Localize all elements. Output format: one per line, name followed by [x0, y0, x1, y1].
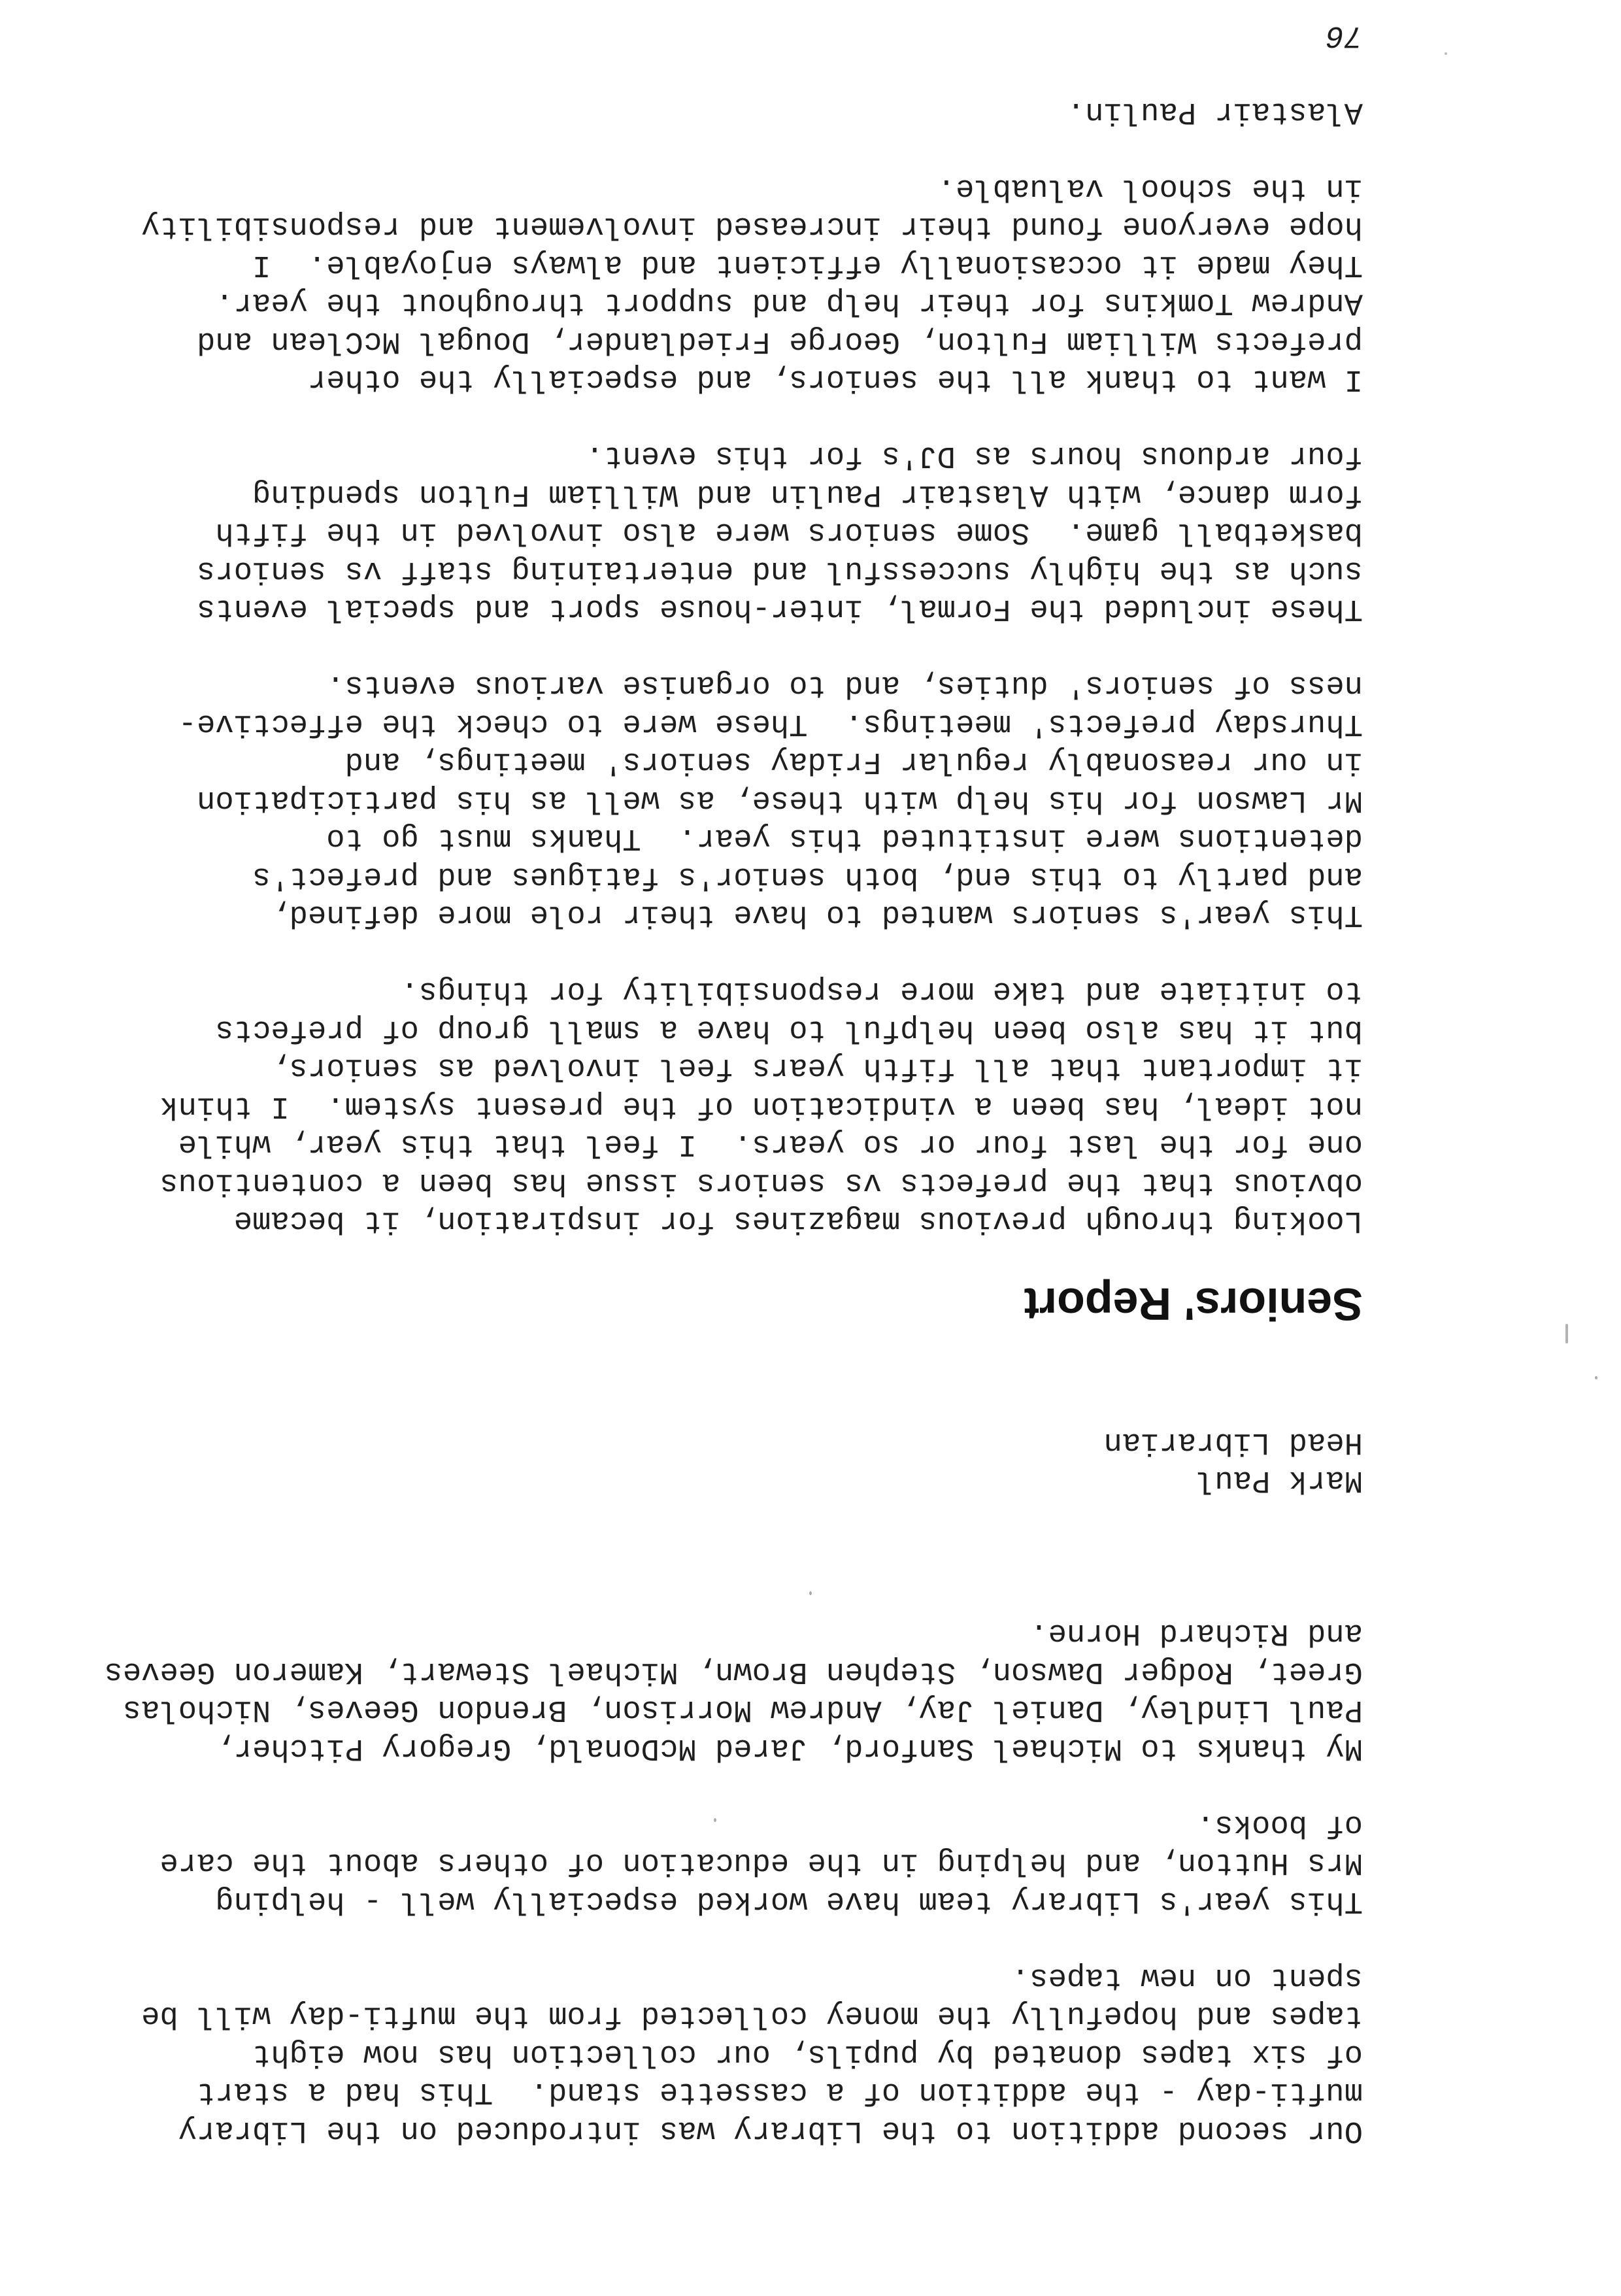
library-paragraph-3: [104, 1613, 1363, 1766]
text-line: such as the highly successful and entertaining staff vs seniors: [197, 553, 1363, 588]
text-line: I want to thank all the seniors, and especially the other: [307, 362, 1363, 397]
signature-name: Alastair Paulin.: [1066, 94, 1363, 129]
scan-speck: [1595, 1376, 1597, 1379]
text-line: not ideal, has been a vindication of the present system. I think: [159, 1089, 1363, 1123]
text-line: This year's Library team have worked especially well - helping: [215, 1883, 1363, 1918]
section-heading: Seniors' Report: [1024, 1279, 1363, 1330]
paragraph-gap: [134, 398, 1363, 437]
scan-speck: [809, 1591, 812, 1595]
library-paragraph-2: [134, 1805, 1363, 1920]
text-line: basketball game. Some seniors were also involved in the fifth: [215, 515, 1363, 550]
paragraph-gap: [134, 1537, 1363, 1576]
paragraph-gap: [134, 628, 1363, 666]
seniors-paragraph-2: [134, 666, 1363, 934]
text-line: in the school valuable.: [937, 171, 1363, 205]
text-line: Thursday prefects' meetings. These were to check the effective-: [178, 706, 1363, 741]
text-line: four arduous hours as DJ's for this event.: [585, 438, 1363, 473]
text-line: Looking through previous magazines for inspiration, it became: [233, 1203, 1363, 1238]
text-line: of books.: [1196, 1807, 1363, 1842]
text-line: Mr Lawson for his help with these, as well as his participation: [197, 783, 1363, 817]
page-number: 76: [1326, 18, 1363, 52]
signature-role: Head Librarian: [1103, 1425, 1363, 1459]
text-line: spent on new tapes.: [1011, 1960, 1363, 1995]
library-signature: [134, 1423, 1363, 1499]
text-line: detentions were instituted this year. Thanks must go to: [326, 820, 1363, 856]
seniors-paragraph-4: [134, 169, 1363, 398]
text-line: hope everyone found their increased involvement and responsibility: [141, 209, 1363, 244]
heading-gap: [134, 1240, 1363, 1275]
text-line: tapes and hopefully the money collected from the mufti-day will be: [141, 1998, 1363, 2033]
paragraph-gap: [134, 1576, 1363, 1614]
paragraph-gap: [134, 1499, 1363, 1538]
text-line: Paul Lindley, Daniel Jay, Andrew Morrison, Brendon Geeves, Nicholas: [122, 1692, 1363, 1727]
text-line: one for the last four or so years. I feel that this year, while: [178, 1126, 1363, 1162]
text-line: form dance, with Alastair Paulin and William Fulton spending: [252, 477, 1363, 511]
library-paragraph-1: [134, 1958, 1363, 2150]
scan-speck: [1445, 52, 1447, 55]
paragraph-gap: [134, 934, 1363, 972]
text-line: Greet, Rodger Dawson, Stephen Brown, Michael Stewart, Kameron Geeves: [104, 1654, 1363, 1689]
signature-name: Mark Paul: [1196, 1462, 1363, 1498]
text-line: and partly to this end, both senior's fatigues and prefect's: [252, 859, 1363, 894]
section-gap: [134, 1334, 1363, 1423]
text-line: They made it occasionally efficient and always enjoyable. I: [252, 247, 1363, 282]
seniors-paragraph-1: [134, 971, 1363, 1240]
paragraph-gap: [134, 1919, 1363, 1958]
seniors-paragraph-3: [134, 436, 1363, 628]
paragraph-gap: [134, 130, 1363, 169]
text-line: and Richard Horne.: [1029, 1615, 1363, 1651]
page-column: [104, 16, 1363, 2150]
text-line: prefects William Fulton, George Friedlander, Dougal McClean and: [197, 324, 1363, 358]
text-line: This year's seniors wanted to have their role more defined,: [271, 897, 1363, 932]
text-line: of six tapes donated by pupils, our collection has now eight: [252, 2036, 1363, 2071]
text-line: mufti-day - the addition of a cassette stand. This had a start: [197, 2074, 1363, 2110]
scan-speck: [1565, 1324, 1568, 1343]
text-line: it important that all fifth years feel involved as seniors,: [271, 1050, 1363, 1085]
scan-speck: [714, 1818, 716, 1822]
text-line: These included the Formal, inter-house sport and special events: [197, 591, 1363, 626]
text-line: to initiate and take more responsibility for things.: [400, 973, 1363, 1009]
text-line: obvious that the prefects vs seniors issue has been a contentious: [159, 1165, 1363, 1200]
text-line: ness of seniors' duties, and to organise various events.: [326, 667, 1363, 703]
text-line: My thanks to Michael Sanford, Jared McDonald, Gregory Pitcher,: [215, 1730, 1363, 1765]
paragraph-gap: [134, 1766, 1363, 1805]
text-line: Mrs Hutton, and helping in the education of others about the care: [159, 1845, 1363, 1880]
text-line: but it has also been helpful to have a small group of prefects: [215, 1012, 1363, 1047]
text-line: Andrew Tomkins for their help and support throughout the year.: [215, 285, 1363, 320]
text-line: in our reasonably regular Friday seniors' meetings, and: [344, 744, 1363, 779]
text-line: Our second addition to the Library was introduced on the Library: [178, 2113, 1363, 2148]
